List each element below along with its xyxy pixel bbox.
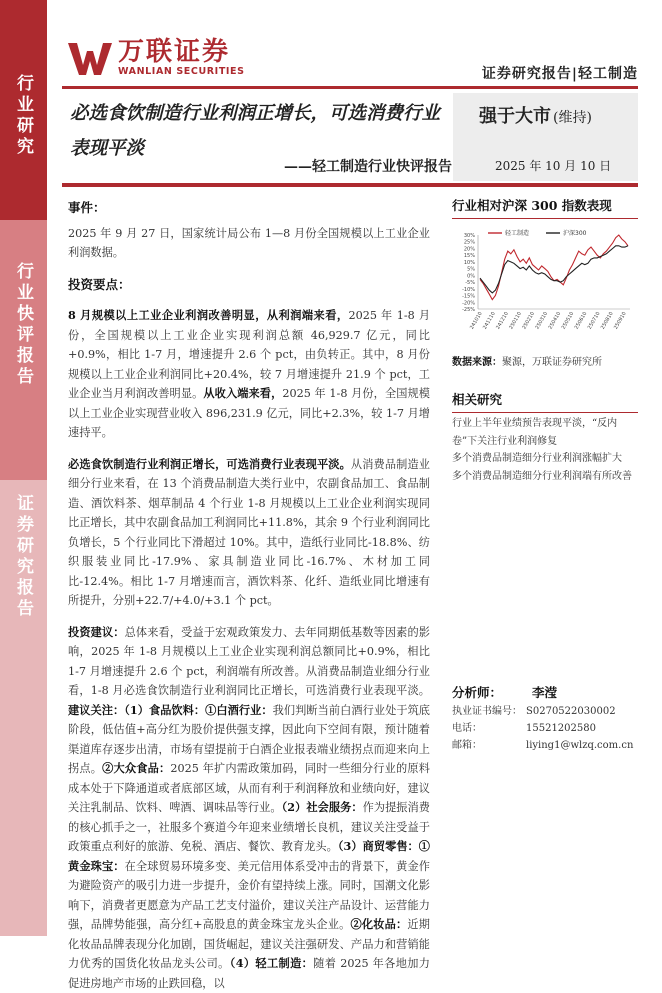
- report-subtitle: ——轻工制造行业快评报告: [284, 156, 452, 176]
- header-divider: [62, 86, 638, 89]
- report-type: 证券研究报告|轻工制造: [482, 63, 638, 83]
- report-title: 必选食饮制造行业利润正增长，可选消费行业表现平淡: [70, 96, 450, 166]
- y-tick-label: -25%: [462, 307, 475, 313]
- advice-jewelry-lead: （3）商贸零售：①黄金珠宝：: [68, 839, 430, 873]
- x-tick-label: 250410: [548, 311, 563, 331]
- y-tick-label: -15%: [462, 294, 475, 300]
- cert-number: S0270522030002: [526, 703, 616, 720]
- advice-light-industry-lead: （4）轻工制造：: [230, 956, 313, 970]
- right-column: [452, 196, 638, 485]
- legend-label: 轻工制造: [505, 229, 529, 237]
- chart-source-label: 数据来源：: [452, 357, 502, 368]
- related-item[interactable]: 多个消费品制造细分行业利润涨幅扩大: [452, 450, 638, 468]
- phone-label: 电话：: [452, 720, 526, 737]
- advice-light-industry-text: 随着 2025 年各地加力促进房地产市场的止跌回稳，以: [68, 957, 430, 990]
- paragraph-segments-text: 从消费品制造业细分行业来看，在 13 个消费品制造大类行业中，农副食品加工、食品制造、酒饮料茶、烟草制品 4 个行业 1-8 月规模以上工业企业利润实现同比正增长，其中农副食品加工利润同比+11.8%，其余 9 个行业利润同比负增长，5 个行业同比下滑超过 10%。其中，造纸行业同比-18.8%、纺织服装业同比-17.9%、家具制造业同比-16.7%、木材加工同比-12.4%。相比 1-7 月增速而言，酒饮料茶、化纤、造纸业同比增速有所提升，分别+22.7/+4.0/+3.1 个 pct。: [68, 458, 430, 608]
- y-tick-label: -5%: [465, 280, 475, 286]
- paragraph-profit: [68, 306, 430, 443]
- title-divider: [62, 183, 638, 187]
- chart-section-title: 行业相对沪深 300 指数表现: [452, 196, 638, 219]
- sidebar-label-3: 证券研究报告: [11, 494, 36, 936]
- company-logo: [68, 38, 245, 77]
- y-tick-label: -20%: [462, 300, 475, 306]
- x-tick-label: 241210: [495, 311, 510, 331]
- legend-label: 沪深300: [563, 229, 587, 237]
- x-tick-label: 250310: [534, 311, 549, 331]
- x-tick-label: 250510: [561, 311, 576, 331]
- y-tick-label: 15%: [464, 253, 475, 259]
- advice-lead: 投资建议：: [68, 625, 125, 639]
- y-tick-label: 20%: [464, 246, 475, 252]
- related-research: [452, 390, 638, 485]
- advice-text: 总体来看，受益于宏观政策发力、去年同期低基数等因素的影响，2025 年 1-8 月规模以上工业企业实现利润总额同比+0.9%，相比 1-7 月增速提升 2.6 个 pct，利润端有所改善。从消费品制造业细分行业看，1-8 月必选食饮制造行业利润同比正增长，可选消费行业表现平淡。: [68, 626, 430, 698]
- rating-label: 强于大市: [479, 106, 551, 127]
- advice-mass-food-lead: ②大众食品：: [102, 761, 170, 775]
- x-tick-label: 250610: [574, 311, 589, 331]
- x-tick-label: 250710: [587, 311, 602, 331]
- logo-text-cn: 万联证券: [118, 38, 245, 66]
- email-address[interactable]: liying1@wlzq.com.cn: [526, 737, 633, 754]
- x-tick-label: 250110: [508, 311, 523, 331]
- y-tick-label: 30%: [464, 233, 475, 239]
- sidebar-label-2: 行业快评报告: [11, 262, 36, 480]
- event-text: 2025 年 9 月 27 日，国家统计局公布 1—8 月份全国规模以上工业企业利润数据。: [68, 224, 430, 263]
- performance-chart-svg: [452, 227, 638, 347]
- x-tick-label: 250210: [521, 311, 536, 331]
- advice-social-lead: （2）社会服务：: [282, 800, 363, 814]
- logo-mark-icon: [68, 41, 112, 75]
- paragraph-advice: [68, 623, 430, 993]
- paragraph-segments-lead: 必选食饮制造行业利润正增长，可选消费行业表现平淡。: [68, 457, 351, 471]
- analyst-name: 李滢: [532, 683, 557, 703]
- chart-source-text: 聚源，万联证券研究所: [502, 357, 602, 368]
- y-tick-label: -10%: [462, 287, 475, 293]
- advice-cosmetics-text: 近期化妆品品牌表现分化加剧，国货崛起，建议关注强研发、产品力和营销能力优秀的国货化妆品龙头公司。: [68, 918, 430, 970]
- sidebar-section-securities-report: [0, 480, 47, 936]
- analyst-label: 分析师：: [452, 683, 532, 703]
- paragraph-revenue-text: 2025 年 1-8 月份，全国规模以上工业企业实现营业收入 896,231.9 亿元，同比+2.3%，较 1-7 月增速持平。: [68, 387, 430, 439]
- related-title: 相关研究: [452, 390, 638, 413]
- event-heading: 事件：: [68, 198, 430, 218]
- paragraph-segments: [68, 455, 430, 611]
- x-tick-label: 241010: [469, 311, 484, 331]
- left-sidebar: [0, 0, 47, 936]
- y-tick-label: 0%: [467, 273, 475, 279]
- y-tick-label: 10%: [464, 260, 475, 266]
- advice-mass-food-text: 2025 年扩内需政策加码，同时一些细分行业的原料成本处于下降通道或者底部区域，从而有利于利润释放和业绩向好，建议关注乳制品、饮料、啤酒、调味品等行业。: [68, 762, 430, 814]
- related-item[interactable]: 多个消费品制造细分行业利润端有所改善: [452, 468, 638, 486]
- performance-chart: [452, 227, 638, 347]
- rating: [479, 102, 592, 128]
- paragraph-profit-lead: 8 月规模以上工业企业利润改善明显，从利润端来看，: [68, 308, 349, 322]
- advice-social-text: 作为提振消费的核心抓手之一，社服多个赛道今年迎来业绩增长良机，建议关注受益于政策重点利好的旅游、免税、酒店、餐饮、教育龙头。: [68, 801, 430, 853]
- series-line-light-industry: [480, 235, 628, 300]
- logo-text-en: WANLIAN SECURITIES: [118, 66, 245, 77]
- y-tick-label: 25%: [464, 240, 475, 246]
- cert-label: 执业证书编号：: [452, 703, 526, 720]
- x-tick-label: 241110: [482, 311, 497, 331]
- main-column: [68, 198, 430, 993]
- sidebar-section-quick-review: [0, 220, 47, 480]
- rating-status: (维持): [553, 110, 592, 126]
- paragraph-revenue-lead: 从收入端来看，: [203, 386, 282, 400]
- x-tick-label: 250910: [613, 311, 628, 331]
- phone-number: 15521202580: [526, 720, 596, 737]
- advice-cosmetics-lead: ②化妆品：: [351, 917, 408, 931]
- paragraph-profit-text: 2025 年 1-8 月份，全国规模以上工业企业实现利润总额 46,929.7 亿元，同比+0.9%，相比 1-7 月，增速提升 2.6 个 pct，由负转正。其中，8 月份规模以上工业企业利润同比+20.4%，较 7 月增速提升 21.9 个 pct，工业企业当月利润改善明显。: [68, 309, 430, 400]
- analyst-info: [452, 683, 638, 754]
- points-heading: 投资要点：: [68, 275, 430, 295]
- chart-source: [452, 353, 638, 368]
- advice-jewelry-text: 在全球贸易环境多变、美元信用体系受冲击的背景下，黄金作为避险资产的吸引力进一步提升，金价有望持续上涨。同时，国潮文化影响下，消费者更愿意为产品工艺支付溢价，建议关注产品设计、运营能力强，品牌势能强，高分红+高股息的黄金珠宝龙头企业。: [68, 860, 430, 932]
- report-date: 2025 年 10 月 10 日: [495, 157, 611, 174]
- email-label: 邮箱：: [452, 737, 526, 754]
- sidebar-section-industry-research: [0, 0, 47, 220]
- related-item[interactable]: 行业上半年业绩预告表现平淡，“反内卷”下关注行业利润修复: [452, 415, 638, 450]
- advice-food-lead: 建议关注：（1）食品饮料：①白酒行业：: [68, 703, 273, 717]
- sidebar-label-1: 行业研究: [11, 74, 36, 220]
- x-tick-label: 250810: [600, 311, 615, 331]
- y-tick-label: 5%: [467, 267, 475, 273]
- advice-food-text: 我们判断当前白酒行业处于筑底阶段，低估值+高分红为股价提供强支撑，因此向下空间有限，预计随着渠道库存逐步出清，市场有望提前于白酒企业报表端业绩拐点而迎来向上拐点。: [68, 704, 430, 776]
